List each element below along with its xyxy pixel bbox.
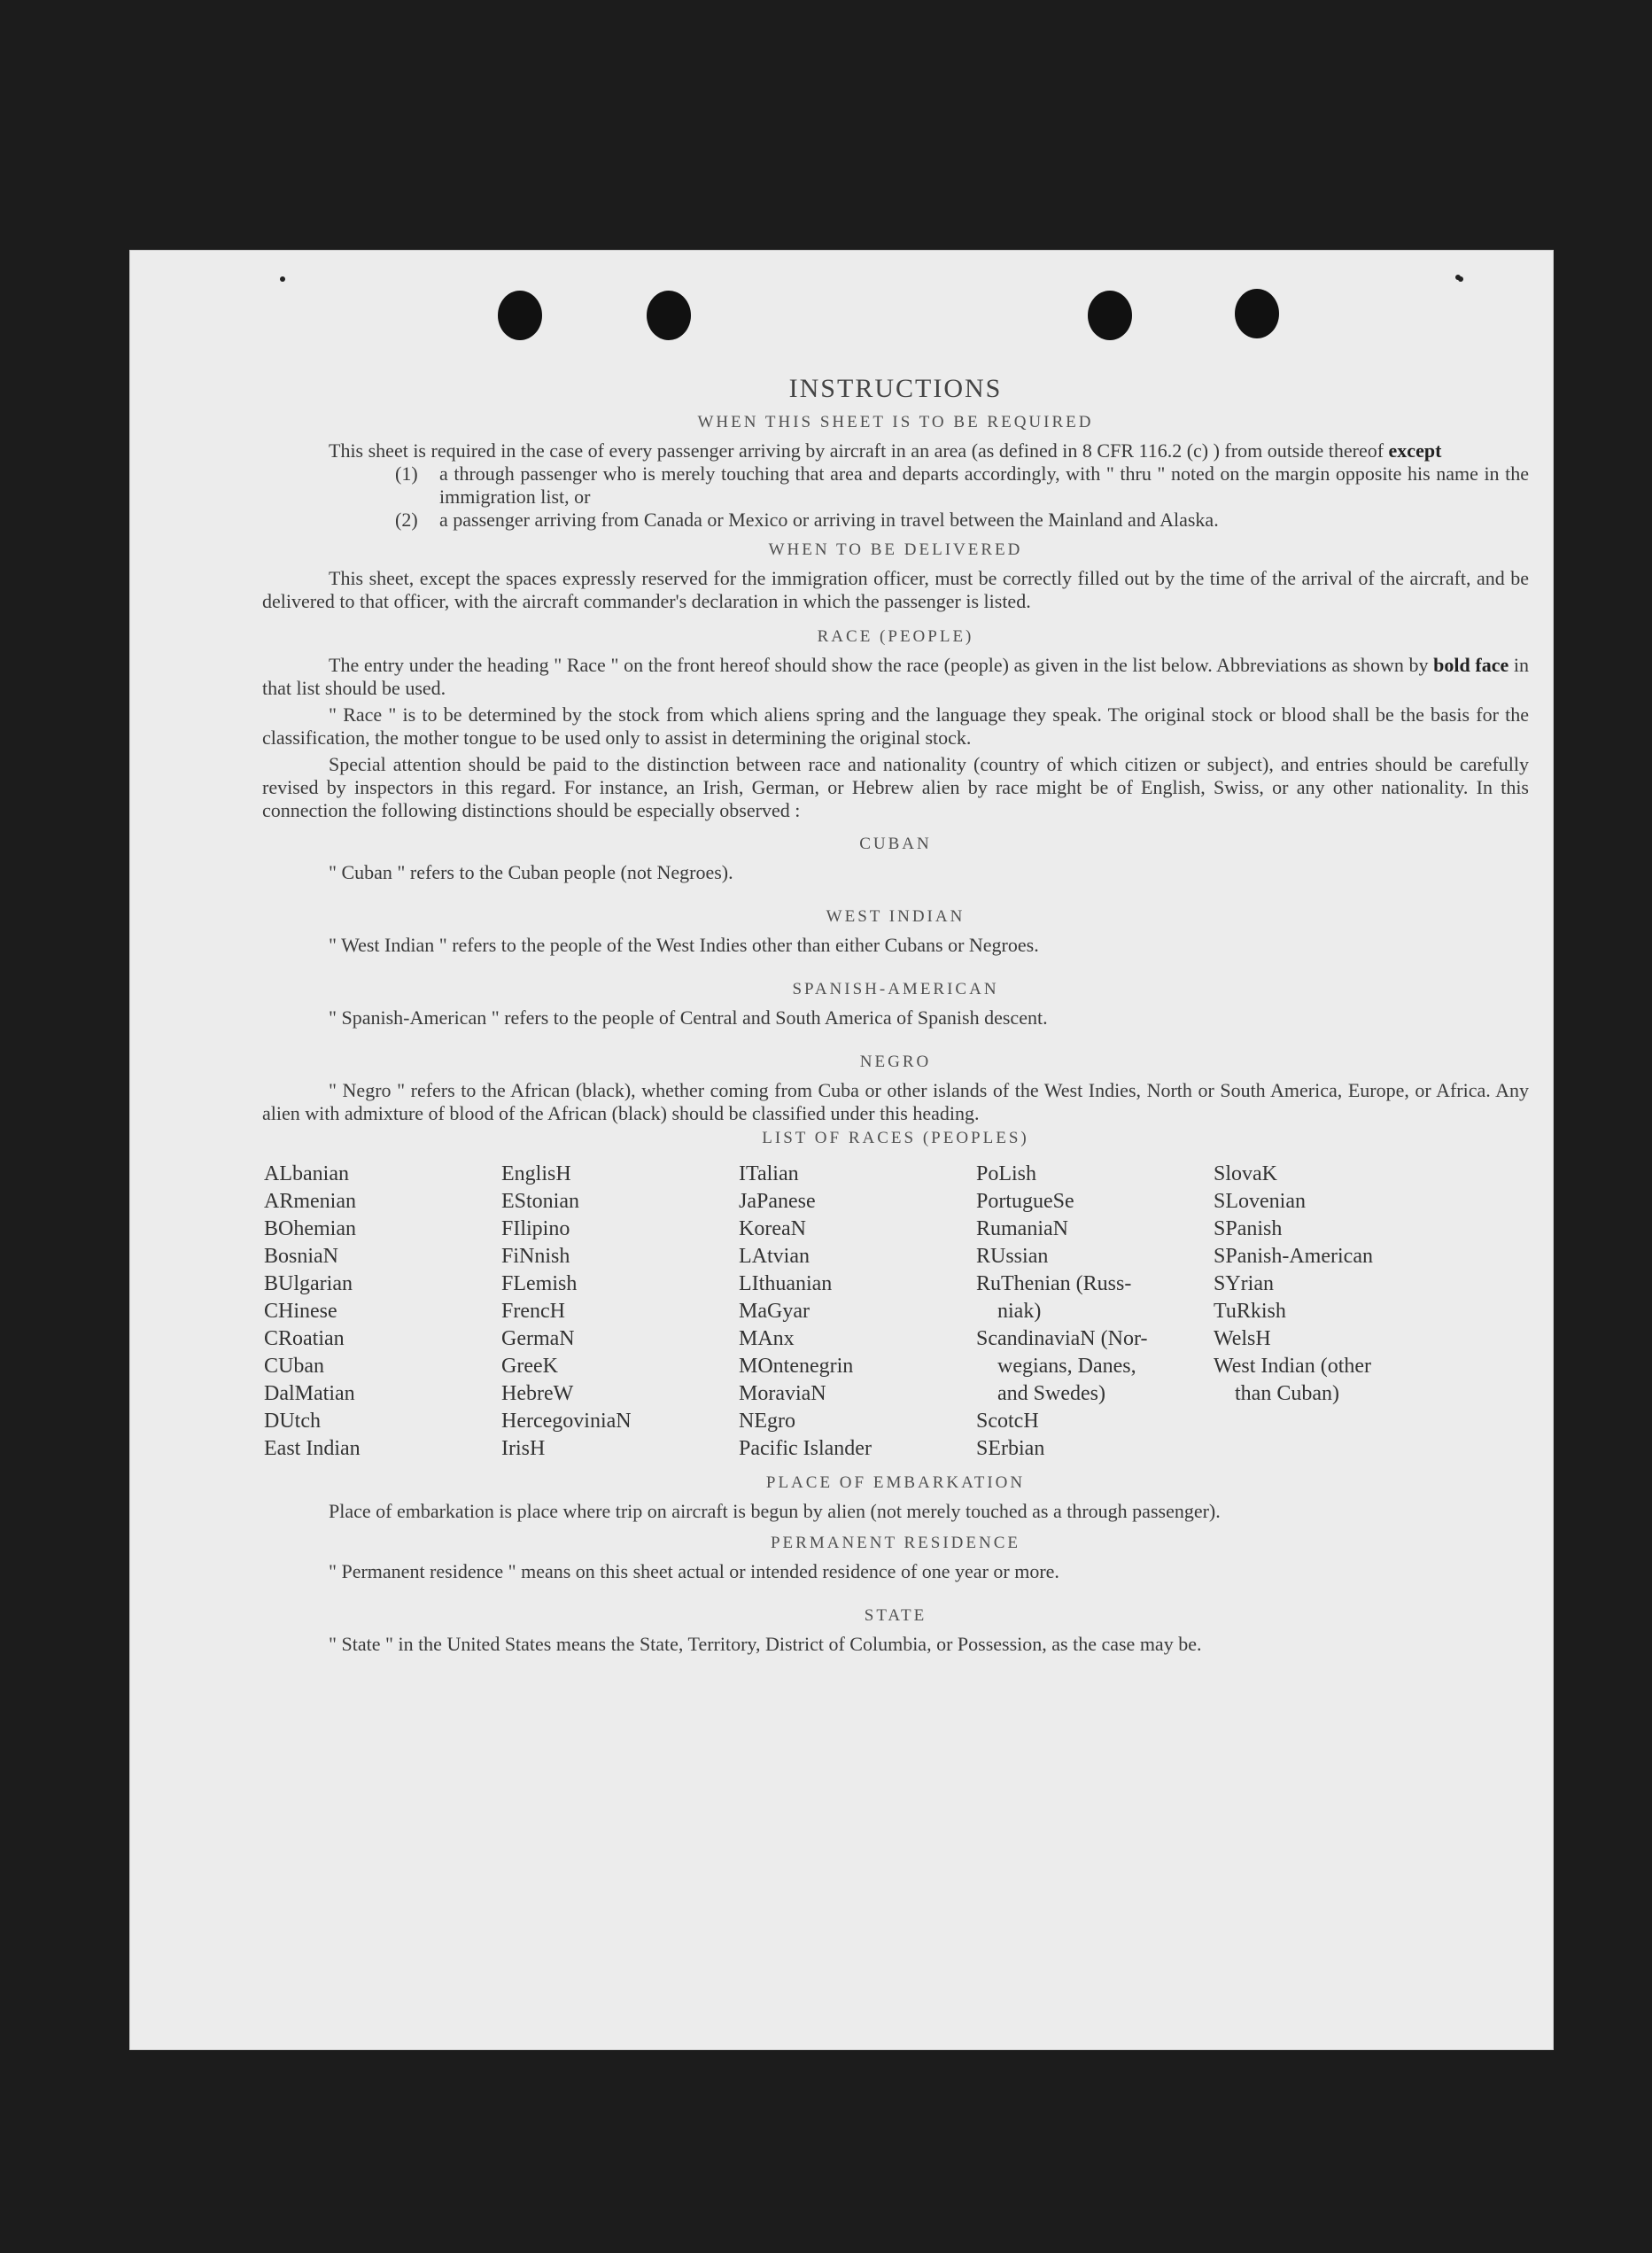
race-item: ScandinaviaN (Nor- — [976, 1327, 1148, 1350]
race-item: Pacific Islander — [739, 1437, 872, 1460]
document-page — [129, 250, 1554, 2050]
races-column — [1214, 1161, 1451, 1463]
race-item: EStonian — [501, 1190, 579, 1213]
race-item: SErbian — [976, 1437, 1045, 1460]
heading-west-indian: WEST INDIAN — [826, 907, 966, 926]
race-p1-bold: bold face — [1433, 654, 1509, 676]
race-paragraph-3: Special attention should be paid to the distinction between race and nationality (country of which citizen or subject), and entries should be carefully revised by inspectors in this regard. For instance, an Irish, German, or Hebrew alien by race might be of English, Swiss, or any other nationality. In this connection the following distinctions should be especially observed : — [262, 753, 1529, 821]
races-column — [976, 1161, 1214, 1463]
race-item: MAnx — [739, 1327, 795, 1350]
heading-delivered: WHEN TO BE DELIVERED — [768, 540, 1023, 559]
required-item-2 — [395, 509, 1529, 532]
spanish-american-text: " Spanish-American " refers to the people of Central and South America of Spanish descent. — [329, 1006, 1048, 1029]
race-p1-start: The entry under the heading " Race " on the front hereof should show the race (people) as given in the list below. Abbreviations as shown by — [329, 654, 1429, 676]
heading-negro: NEGRO — [859, 1053, 932, 1071]
race-item: SPanish-American — [1214, 1245, 1373, 1268]
race-item: NEgro — [739, 1410, 795, 1433]
races-column — [501, 1161, 739, 1463]
embarkation-text: Place of embarkation is place where trip on aircraft is begun by alien (not merely touched as a through passenger). — [329, 1500, 1221, 1522]
required-intro-text: This sheet is required in the case of every passenger arriving by aircraft in an area (as defined in 8 CFR 116.2 (c) ) from outside thereof — [329, 439, 1384, 462]
race-item: GermaN — [501, 1327, 575, 1350]
item-number: (2) — [395, 509, 418, 531]
heading-race: RACE (PEOPLE) — [817, 627, 974, 646]
heading-cuban: CUBAN — [859, 835, 932, 853]
race-paragraph-2: " Race " is to be determined by the stock from which aliens spring and the language they speak. The original stock or blood shall be the basis for the classification, the mother tongue to be used only to assist in determining the original stock. — [262, 703, 1529, 749]
required-except: except — [1388, 439, 1442, 462]
heading-permanent-residence: PERMANENT RESIDENCE — [770, 1534, 1021, 1552]
punch-hole — [1235, 289, 1279, 338]
cuban-text: " Cuban " refers to the Cuban people (not Negroes). — [329, 861, 733, 883]
race-item: LAtvian — [739, 1245, 810, 1268]
race-item: DalMatian — [264, 1382, 355, 1405]
race-item: MoraviaN — [739, 1382, 826, 1405]
speck — [280, 276, 285, 282]
race-item: ALbanian — [264, 1162, 349, 1185]
race-item: FLemish — [501, 1272, 578, 1295]
heading-embarkation: PLACE OF EMBARKATION — [765, 1473, 1026, 1492]
races-column — [739, 1161, 976, 1463]
race-item: CHinese — [264, 1300, 337, 1323]
race-item: MaGyar — [739, 1300, 810, 1323]
race-item: than Cuban) — [1235, 1382, 1339, 1405]
punch-hole — [1088, 291, 1132, 340]
negro-text: " Negro " refers to the African (black), whether coming from Cuba or other islands of the West Indies, North or South America, Europe, or Africa. Any alien with admixture of blood of the African (black) should be classified under this heading. — [262, 1079, 1529, 1124]
race-item: FiNnish — [501, 1245, 570, 1268]
punch-hole — [498, 291, 542, 340]
race-item: RumaniaN — [976, 1217, 1068, 1240]
item-number: (1) — [395, 462, 418, 485]
race-item: SLovenian — [1214, 1190, 1306, 1213]
heading-state: STATE — [864, 1606, 927, 1625]
heading-spanish-american: SPANISH-AMERICAN — [792, 980, 999, 998]
race-item: LIthuanian — [739, 1272, 833, 1295]
item-text: a through passenger who is merely touching that area and departs accordingly, with " thru " noted on the margin opposite his name in the immigration list, or — [439, 462, 1529, 508]
race-item: JaPanese — [739, 1190, 816, 1213]
race-item: RUssian — [976, 1245, 1049, 1268]
race-p1-end: in that list should be used. — [262, 654, 1530, 699]
instructions-body — [262, 374, 1529, 1656]
race-item: CRoatian — [264, 1327, 345, 1350]
punch-hole — [647, 291, 691, 340]
race-item: DUtch — [264, 1410, 321, 1433]
page-title: INSTRUCTIONS — [788, 374, 1003, 403]
race-item: FIlipino — [501, 1217, 570, 1240]
speck — [1455, 275, 1461, 280]
heading-list-of-races: LIST OF RACES (PEOPLES) — [762, 1129, 1029, 1147]
race-item: East Indian — [264, 1437, 361, 1460]
west-indian-text: " West Indian " refers to the people of the West Indies other than either Cubans or Negroes. — [329, 934, 1039, 956]
race-item: and Swedes) — [997, 1382, 1105, 1405]
race-paragraph-1 — [262, 654, 1529, 700]
race-item: BosniaN — [264, 1245, 338, 1268]
race-item: IrisH — [501, 1437, 546, 1460]
race-item: ITalian — [739, 1162, 799, 1185]
heading-required: WHEN THIS SHEET IS TO BE REQUIRED — [697, 413, 1094, 431]
item-text: a passenger arriving from Canada or Mexico or arriving in travel between the Mainland and Alaska. — [439, 509, 1219, 531]
race-item: MOntenegrin — [739, 1355, 854, 1378]
race-item: CUban — [264, 1355, 324, 1378]
race-item: HercegoviniaN — [501, 1410, 632, 1433]
race-item: GreeK — [501, 1355, 558, 1378]
state-text: " State " in the United States means the State, Territory, District of Columbia, or Possession, as the case may be. — [329, 1633, 1202, 1655]
race-item: SPanish — [1214, 1217, 1283, 1240]
permanent-residence-text: " Permanent residence " means on this sheet actual or intended residence of one year or more. — [329, 1560, 1059, 1582]
race-item: HebreW — [501, 1382, 574, 1405]
race-item: KoreaN — [739, 1217, 806, 1240]
race-item: BUlgarian — [264, 1272, 353, 1295]
race-item: niak) — [997, 1300, 1042, 1323]
required-item-1 — [395, 462, 1529, 509]
race-item: FrencH — [501, 1300, 565, 1323]
race-item: SlovaK — [1214, 1162, 1277, 1185]
race-item: wegians, Danes, — [997, 1355, 1136, 1378]
race-item: ARmenian — [264, 1190, 356, 1213]
race-item: WelsH — [1214, 1327, 1271, 1350]
races-list — [262, 1161, 1529, 1463]
race-item: SYrian — [1214, 1272, 1274, 1295]
race-item: West Indian (other — [1214, 1355, 1372, 1378]
delivered-text: This sheet, except the spaces expressly reserved for the immigration officer, must be correctly filled out by the time of the arrival of the aircraft, and be delivered to that officer, with the aircraft commander's declaration in which the passenger is listed. — [262, 567, 1529, 612]
race-item: BOhemian — [264, 1217, 356, 1240]
race-item: PortugueSe — [976, 1190, 1074, 1213]
race-item: EnglisH — [501, 1162, 571, 1185]
race-item: PoLish — [976, 1162, 1037, 1185]
races-column — [264, 1161, 501, 1463]
race-item: TuRkish — [1214, 1300, 1286, 1323]
race-item: RuThenian (Russ- — [976, 1272, 1132, 1295]
race-item: ScotcH — [976, 1410, 1039, 1433]
required-intro — [262, 439, 1529, 462]
